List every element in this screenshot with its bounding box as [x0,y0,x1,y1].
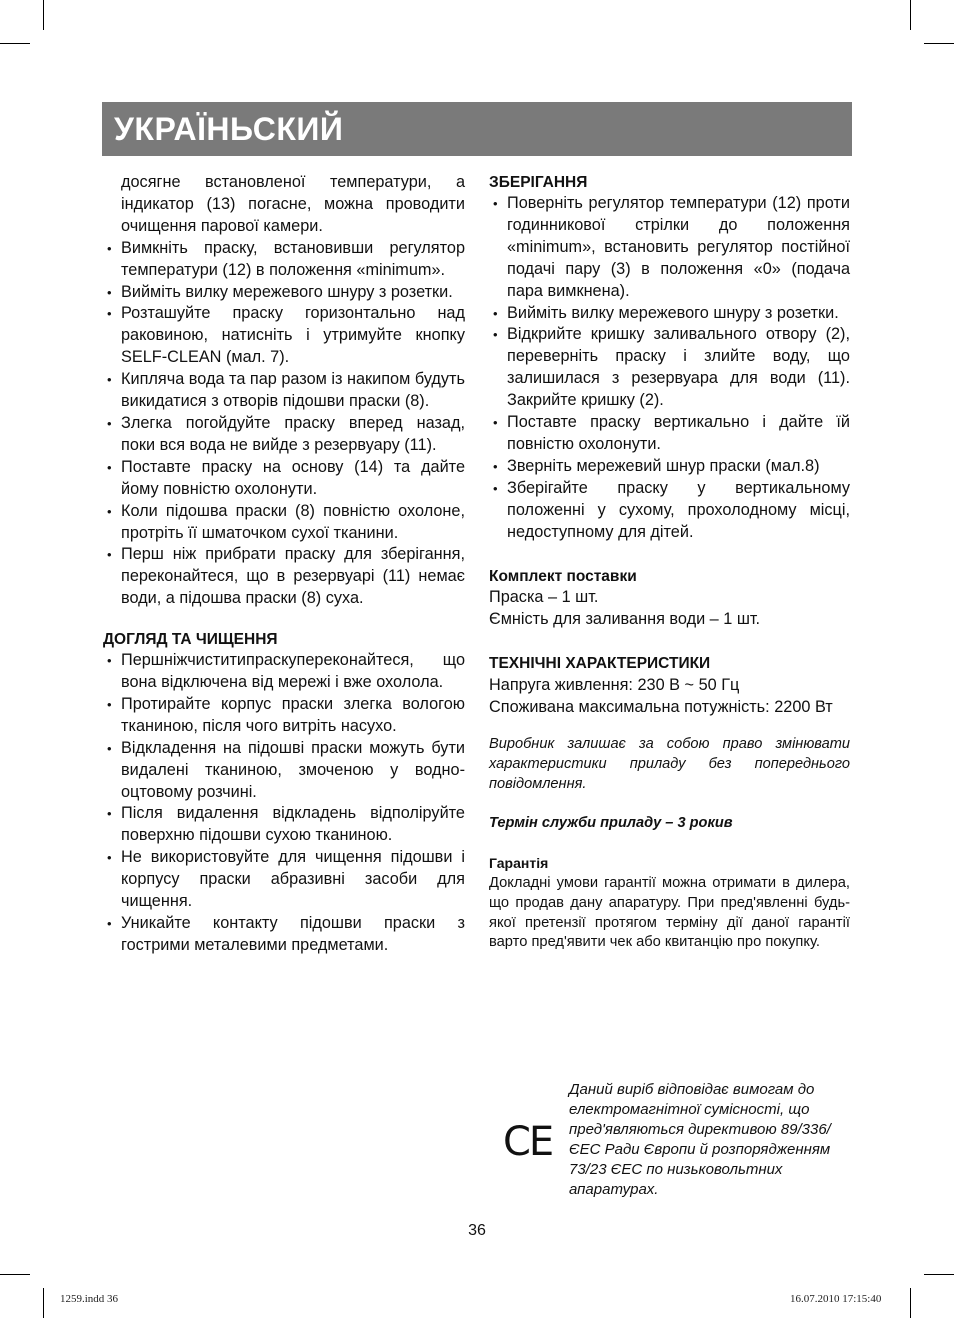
print-timestamp: 16.07.2010 17:15:40 [790,1293,882,1305]
crop-mark [910,0,911,30]
list-item: • Зберігайте праску у вертикальному положенні у сухому, прохолодному місці, недоступному для дітей. [489,478,850,544]
list-item: • Вимкніть праску, встановивши регулятор температури (12) в положення «minimum». [103,238,465,282]
list-item: • Вийміть вилку мережевого шнуру з розетки. [103,282,465,304]
right-column [489,172,850,953]
crop-mark [924,43,954,44]
list-item: • Поставте праску на основу (14) та дайте йому повністю охолонути. [103,457,465,501]
section-heading-kit: Комплект поставки [489,567,637,585]
service-life: Термін служби приладу – 3 рокив [489,815,733,832]
care-steps [103,650,465,957]
list-item: • Відкрийте кришку заливального отвору (2), переверніть праску і злийте воду, що залишилася з резервуара для води (11). Закрийте кришку (2). [489,324,850,412]
tech-line: Напруга живлення: 230 В ~ 50 Гц [489,676,740,695]
section-heading-care: ДОГЛЯД ТА ЧИЩЕННЯ [103,631,278,649]
continuation-text: досягне встановленої температури, а індикатор (13) погасне, можна проводити очищення парової камери. [121,173,465,235]
list-item: • Уникайте контакту підошви праски з гострими металевими предметами. [103,913,465,957]
list-item: • Розташуйте праску горизонтально над раковиною, натисніть і утримуйте кнопку SELF-CLEAN (мал. 7). [103,303,465,369]
ce-compliance [489,1080,850,1200]
list-item: • Поставте праску вертикально і дайте їй повністю охолонути. [489,412,850,456]
left-column [103,172,465,957]
crop-mark [43,0,44,30]
list-item: • Першніжчиститипраскупереконайтеся, що вона відключена від мережі і вже охолола. [103,650,465,694]
list-item: • Коли підошва праски (8) повністю охолоне, протріть її шматочком сухої тканини. [103,501,465,545]
language-header [102,102,852,156]
section-heading-tech: ТЕХНІЧНІ ХАРАКТЕРИСТИКИ [489,655,711,673]
list-item: • Після видалення відкладень відполіруйте поверхню підошви сухою тканиною. [103,803,465,847]
crop-mark [0,1274,30,1275]
file-slug: 1259.indd 36 [60,1293,119,1305]
section-heading-warranty: Гарантія [489,855,549,872]
list-item: • Перш ніж прибрати праску для зберігання, переконайтеся, що в резервуарі (11) немає води, а підошва праски (8) суха. [103,544,465,610]
kit-line: Праска – 1 шт. [489,588,599,607]
self-clean-steps [103,238,465,610]
section-heading-storage: ЗБЕРІГАННЯ [489,174,588,191]
ce-mark-icon: CE [503,1119,553,1165]
storage-steps [489,193,850,544]
manufacturer-note: Виробник залишає за собою право змінювати характеристики приладу без попереднього повідомлення. [489,735,850,792]
warranty-text: Докладні умови гарантії можна отримати в дилера, що продав дану апаратуру. При пред'явленні будь-якої претензії протягом терміну дії даної гарантії варто пред'явити чек або квитанцію про покупку. [489,874,850,951]
list-item: • Вийміть вилку мережевого шнуру з розетки. [489,303,850,325]
page-number: 36 [468,1222,486,1239]
list-item: • Кипляча вода та пар разом із накипом будуть викидатися з отворів підошви праски (8). [103,369,465,413]
tech-line: Споживана максимальна потужність: 2200 Вт [489,698,833,717]
kit-line: Ємність для заливання води – 1 шт. [489,610,761,629]
list-item: • Злегка погойдуйте праску вперед назад, поки вся вода не вийде з резервуару (11). [103,413,465,457]
crop-mark [910,1288,911,1318]
list-item: • Не використовуйте для чищення підошви і корпусу праски абразивні засоби для чищення. [103,847,465,913]
list-item: • Зверніть мережевий шнур праски (мал.8) [489,456,850,478]
crop-mark [924,1274,954,1275]
crop-mark [43,1288,44,1318]
list-item: • Протирайте корпус праски злегка вологою тканиною, після чого витріть насухо. [103,694,465,738]
list-item: • Поверніть регулятор температури (12) проти годинникової стрілки до положення «minimum», встановить регулятор постійної подачі пару (3) в положення «0» (подача пара вимкнена). [489,193,850,303]
list-item: • Відкладення на підошві праски можуть бути видалені тканиною, змоченою у водно-оцтовому розчині. [103,738,465,804]
crop-mark [0,43,30,44]
language-title: УКРАЇНЬСКИЙ [114,111,344,147]
ce-compliance-text: Даний виріб відповідає вимогам до електромагнітної сумісності, що пред'являються директивою 89/336/ЄЕС Ради Європи й розпорядженням 73/23 ЄЕС по низьковольтних апаратурах. [569,1081,831,1198]
